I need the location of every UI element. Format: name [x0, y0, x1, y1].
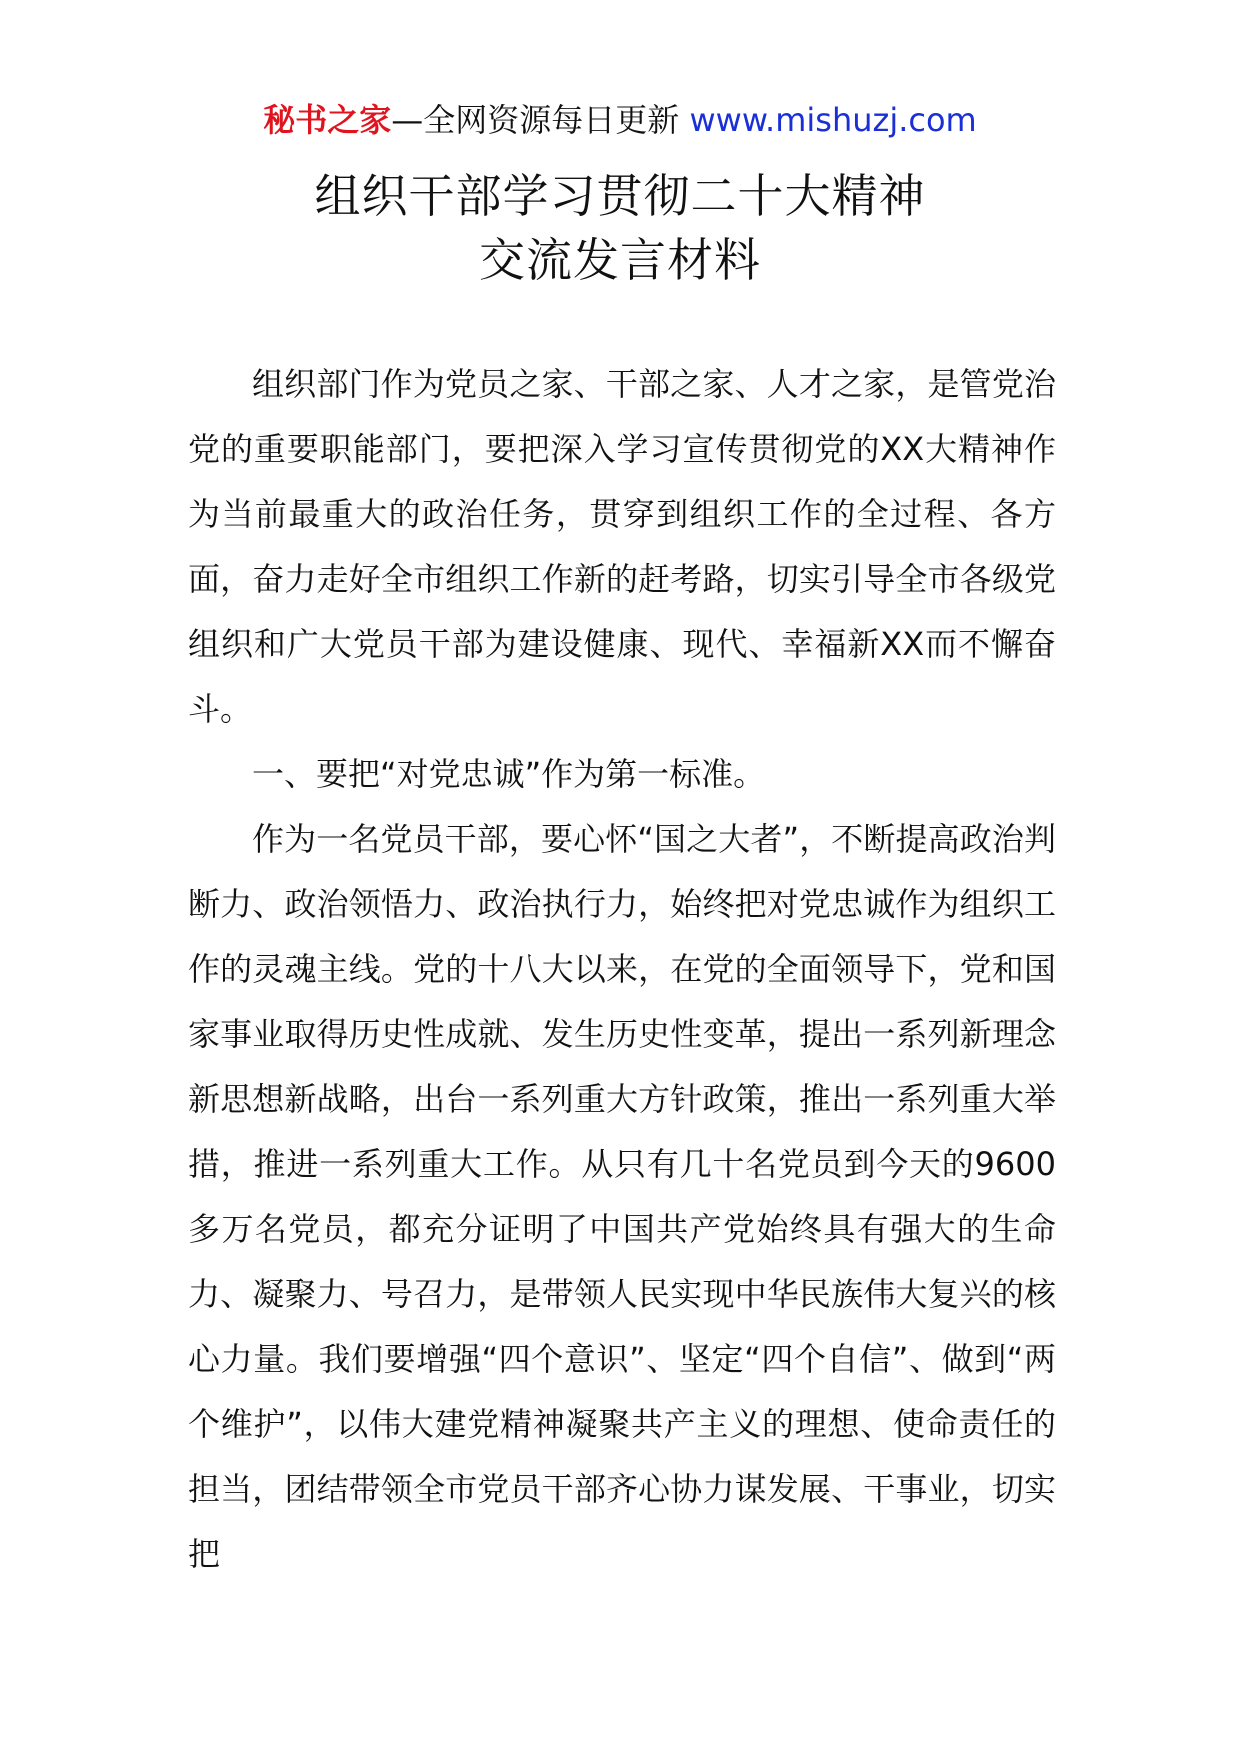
document-title [0, 164, 1240, 292]
document-body [188, 352, 1056, 1587]
site-tagline: —全网资源每日更新 [391, 101, 680, 139]
title-line-2: 交流发言材料 [479, 233, 761, 287]
paragraph-section-1: 作为一名党员干部，要心怀“国之大者”，不断提高政治判断力、政治领悟力、政治执行力，始终把对党忠诚作为组织工作的灵魂主线。党的十八大以来，在党的全面领导下，党和国家事业取得历史性成就、发生历史性变革，提出一系列新理念新思想新战略，出台一系列重大方针政策，推出一系列重大举措，推进一系列重大工作。从只有几十名党员到今天的9600多万名党员，都充分证明了中国共产党始终具有强大的生命力、凝聚力、号召力，是带领人民实现中华民族伟大复兴的核心力量。我们要增强“四个意识”、坚定“四个自信”、做到“两个维护”，以伟大建党精神凝聚共产主义的理想、使命责任的担当，团结带领全市党员干部齐心协力谋发展、干事业，切实把 [188, 820, 1056, 1573]
paragraph-intro: 组织部门作为党员之家、干部之家、人才之家，是管党治党的重要职能部门，要把深入学习宣传贯彻党的XX大精神作为当前最重大的政治任务，贯穿到组织工作的全过程、各方面，奋力走好全市组织工作新的赶考路，切实引导全市各级党组织和广大党员干部为建设健康、现代、幸福新XX而不懈奋斗。 [188, 365, 1056, 728]
section-heading-1: 一、要把“对党忠诚”作为第一标准。 [252, 755, 766, 793]
site-brand: 秘书之家 [263, 101, 392, 139]
site-header [0, 90, 1240, 150]
site-url-link[interactable]: www.mishuzj.com [689, 101, 977, 139]
title-line-1: 组织干部学习贯彻二十大精神 [314, 169, 926, 223]
